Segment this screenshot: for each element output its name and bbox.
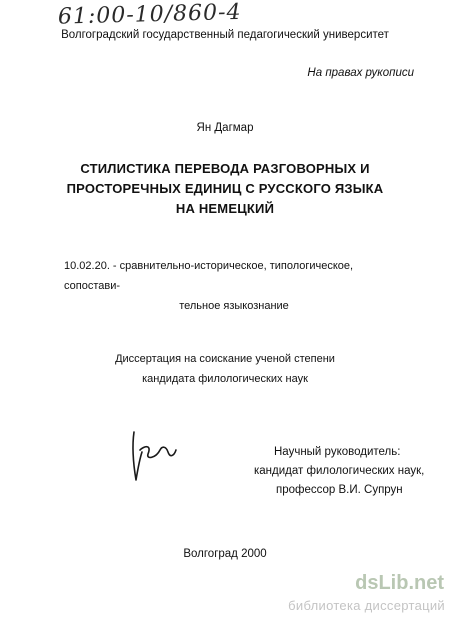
specialty-line-2: тельное языкознание (179, 300, 289, 312)
title-line: ПРОСТОРЕЧНЫХ ЕДИНИЦ С РУССКОГО ЯЗЫКА (66, 181, 384, 196)
city-year: Волгоград 2000 (183, 548, 267, 560)
specialty-line-1: 10.02.20. - сравнительно-историческое, типологическое, сопостави- (64, 260, 354, 292)
advisor-name: профессор В.И. Супрун (276, 484, 403, 496)
watermark-text: библиотека диссертаций (288, 598, 445, 613)
handwritten-signature (126, 428, 178, 488)
specialty-code (64, 256, 404, 316)
dissertation-title (0, 159, 450, 219)
title-line: СТИЛИСТИКА ПЕРЕВОДА РАЗГОВОРНЫХ И (80, 161, 370, 176)
advisor-block (254, 443, 434, 500)
advisor-degree: кандидат филологических наук, (254, 465, 425, 477)
degree-line-1: Диссертация на соискание ученой степени (115, 353, 335, 365)
advisor-label: Научный руководитель: (274, 446, 401, 458)
university-name: Волгоградский государственный педагогический университет (61, 29, 389, 41)
author-name: Ян Дагмар (196, 122, 254, 134)
degree-line-2: кандидата филологических наук (142, 373, 308, 385)
degree-statement (0, 349, 450, 389)
rights-note: На правах рукописи (307, 67, 414, 79)
title-line: НА НЕМЕЦКИЙ (175, 201, 275, 216)
handwritten-code: 61:00-10/860-4 (57, 0, 242, 30)
watermark-logo: dsLib.net (355, 572, 444, 594)
